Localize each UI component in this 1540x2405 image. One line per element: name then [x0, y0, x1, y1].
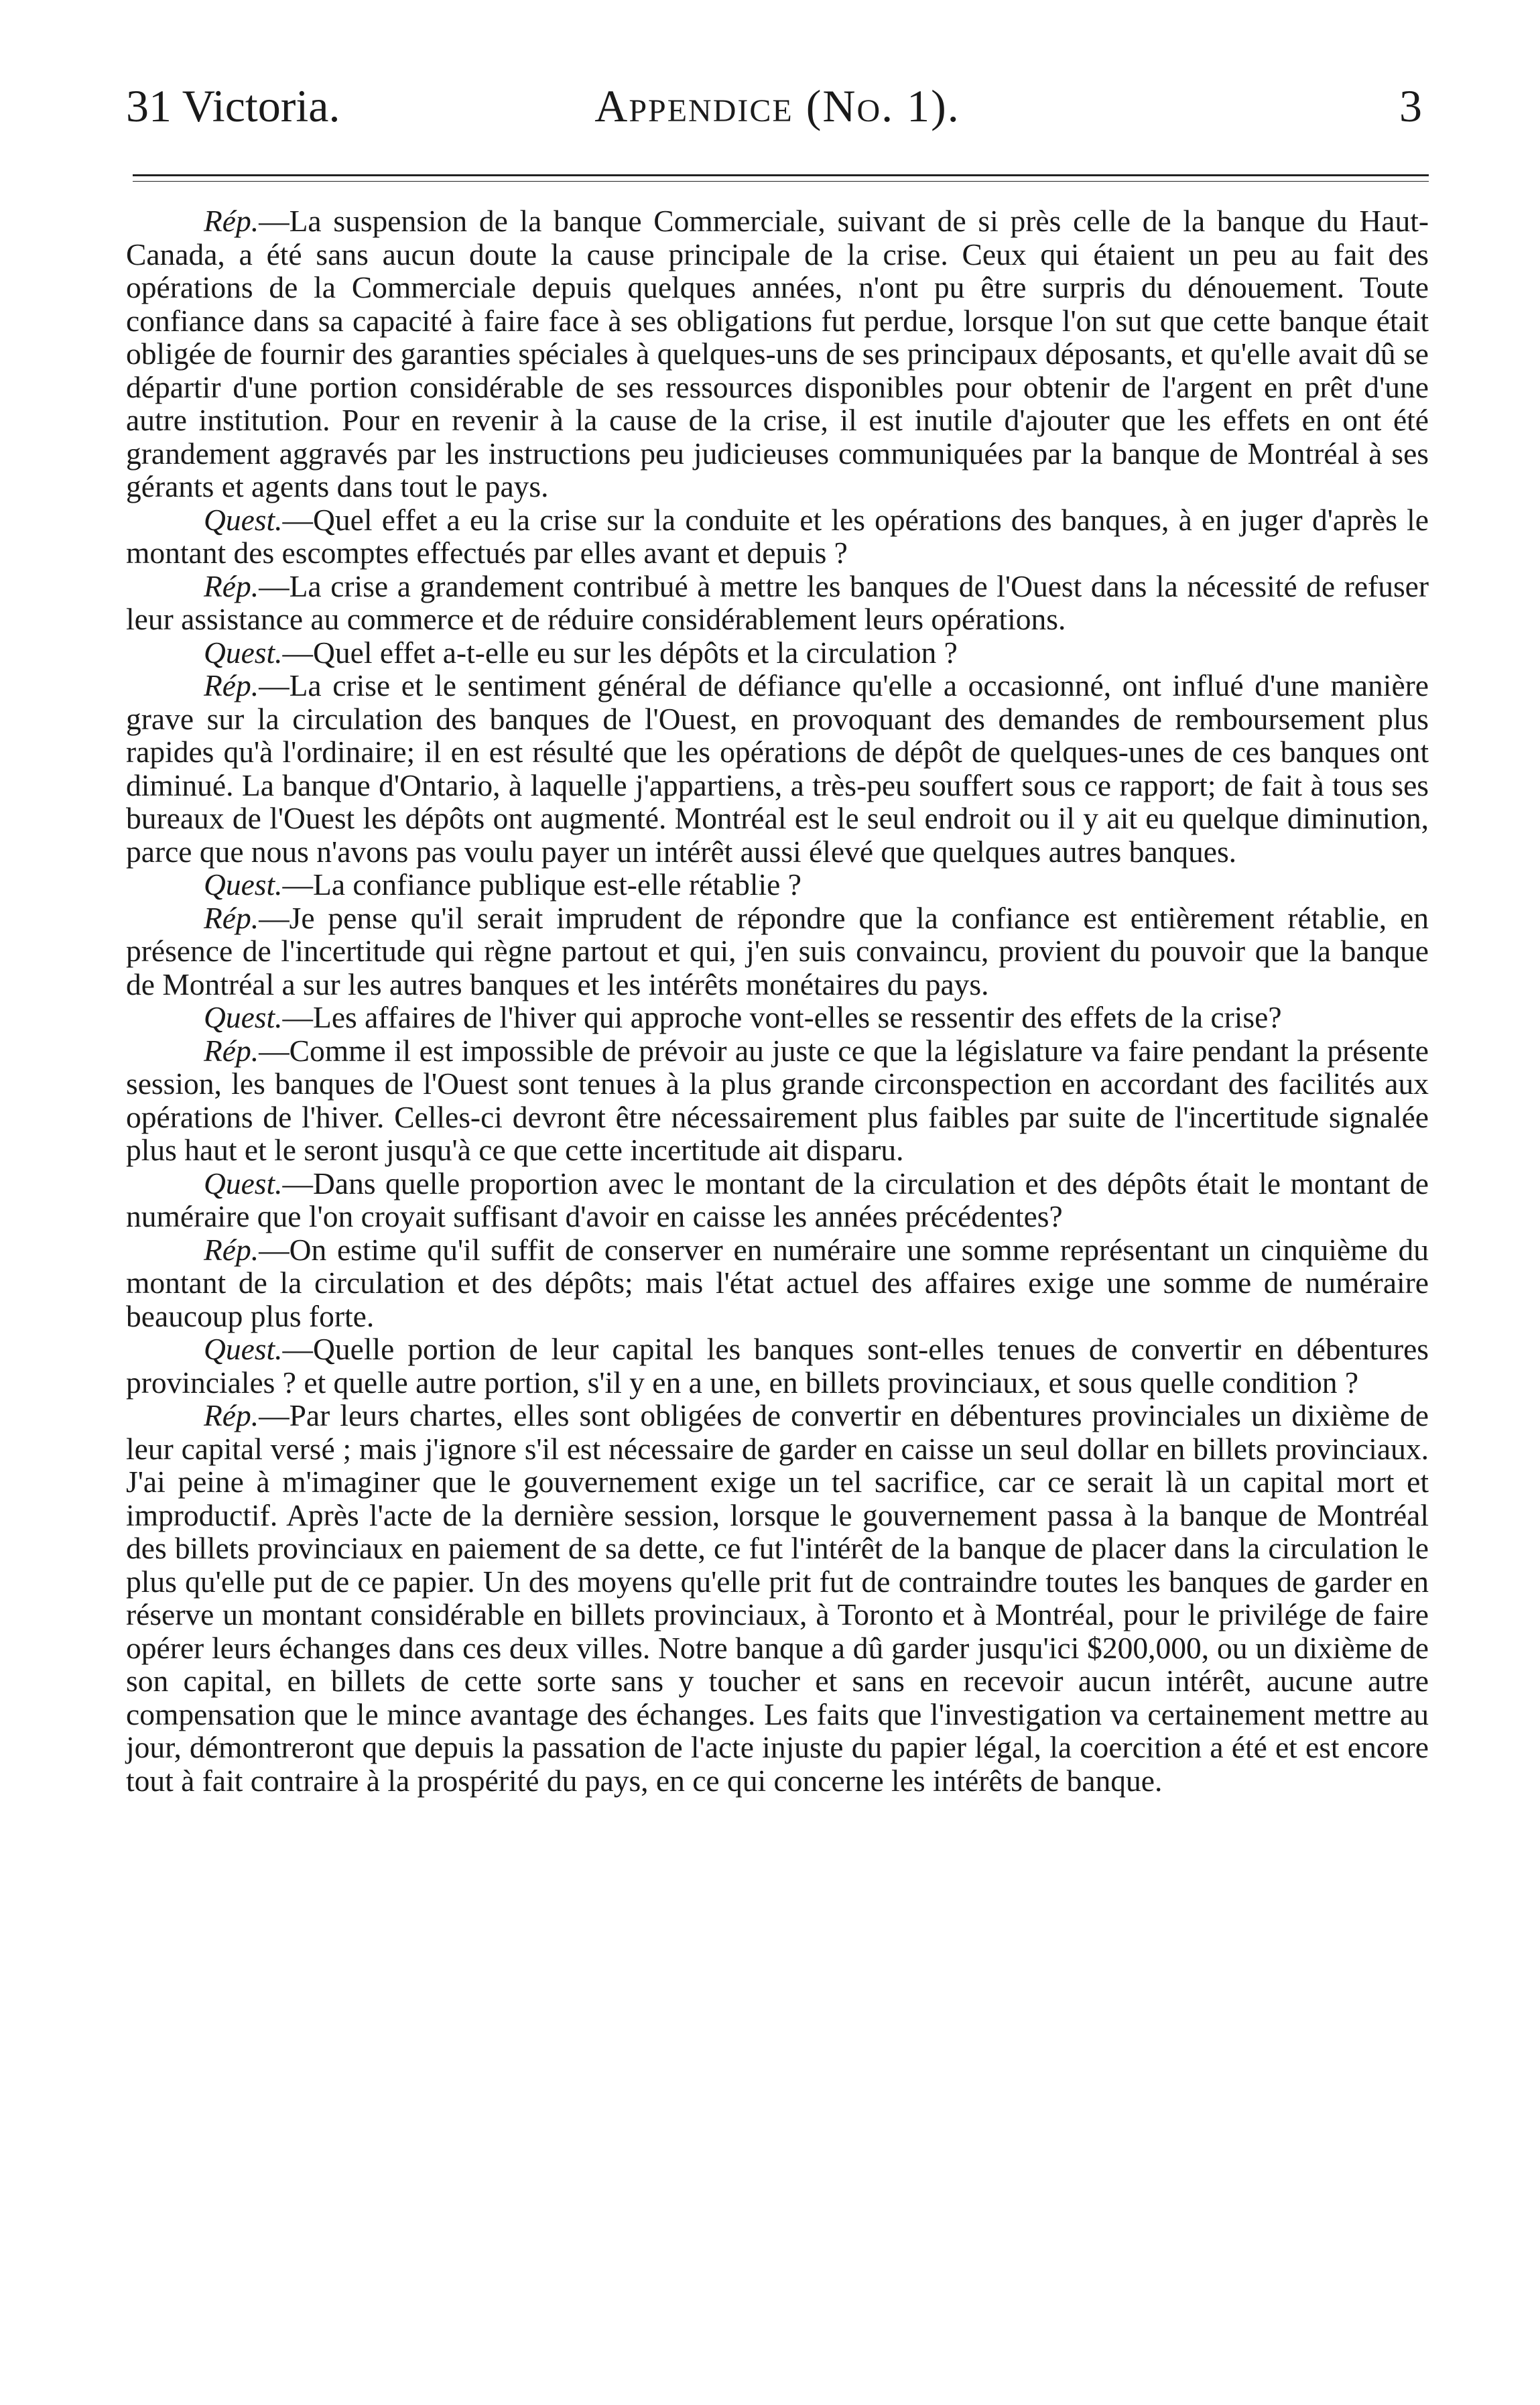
paragraph-reponse — [126, 1399, 1429, 1797]
paragraph-reponse — [126, 570, 1429, 636]
paragraph-question — [126, 1001, 1429, 1034]
question-text: —Quel effet a eu la crise sur la conduite et les opérations des banques, à en juger d'après le montant des escomptes effectués par elles avant et depuis ? — [126, 502, 1429, 570]
question-text: —Dans quelle proportion avec le montant de la circulation et des dépôts était le montant de numéraire que l'on croyait suffisant d'avoir en caisse les années précédentes? — [126, 1166, 1429, 1233]
reponse-text: —La suspension de la banque Commerciale, suivant de si près celle de la banque du Haut-Canada, a été sans aucun doute la cause principale de la crise. Ceux qui étaient un peu au fait des opérations de la Commerciale depuis quelques années, n'ont pu être surpris du dénouement. Toute confiance dans sa capacité à faire face à ses obligations fut perdue, lorsque l'on sut que cette banque était obligée de fournir des garanties spéciales à quelques-uns de ses principaux déposants, et qu'elle avait dû se départir d'une portion considérable de ses ressources disponibles pour obtenir de l'argent en prêt d'une autre institution. Pour en revenir à la cause de la crise, il est inutile d'ajouter que les effets en ont été grandement aggravés par les instructions peu judicieuses communiquées par la banque de Montréal à ses gérants et agents dans tout le pays. — [126, 204, 1429, 503]
paragraph-reponse — [126, 204, 1429, 503]
reponse-label: Rép. — [204, 1398, 259, 1432]
question-text: —Les affaires de l'hiver qui approche vont-elles se ressentir des effets de la crise? — [282, 1000, 1282, 1034]
reponse-label: Rép. — [204, 1232, 259, 1267]
question-text: —La confiance publique est-elle rétablie ? — [282, 867, 801, 902]
question-label: Quest. — [204, 1332, 283, 1366]
paragraph-question — [126, 636, 1429, 670]
paragraph-reponse — [126, 1233, 1429, 1333]
paragraph-question — [126, 868, 1429, 902]
question-label: Quest. — [204, 502, 283, 537]
header-rule-thick — [133, 174, 1429, 176]
reponse-text: —On estime qu'il suffit de conserver en numéraire une somme représentant un cinquième du montant de la circulation et des dépôts; mais l'état actuel des affaires exige une somme de numéraire beaucoup plus forte. — [126, 1232, 1429, 1333]
reponse-text: —Comme il est impossible de prévoir au juste ce que la législature va faire pendant la présente session, les banques de l'Ouest sont tenues à la plus grande circonspection en accordant des facilités aux opérations de l'hiver. Celles-ci devront être nécessairement plus faibles par suite de l'incertitude signalée plus haut et le seront jusqu'à ce que cette incertitude ait disparu. — [126, 1033, 1429, 1167]
paragraph-question — [126, 503, 1429, 570]
paragraph-reponse — [126, 669, 1429, 868]
question-text: —Quel effet a-t-elle eu sur les dépôts et la circulation ? — [282, 635, 958, 670]
reponse-label: Rép. — [204, 204, 259, 238]
reponse-label: Rép. — [204, 1033, 259, 1068]
header-volume: 31 Victoria. — [126, 80, 340, 131]
body-text — [126, 204, 1429, 1797]
reponse-text: —Je pense qu'il serait imprudent de répondre que la confiance est entièrement rétablie, en présence de l'incertitude qui règne partout et qui, j'en suis convaincu, provient du pouvoir que la banque de Montréal a sur les autres banques et les intérêts monétaires du pays. — [126, 900, 1429, 1001]
paragraph-question — [126, 1167, 1429, 1233]
question-label: Quest. — [204, 1166, 283, 1200]
question-label: Quest. — [204, 635, 283, 670]
reponse-label: Rép. — [204, 900, 259, 935]
reponse-label: Rép. — [204, 568, 259, 603]
question-label: Quest. — [204, 867, 283, 902]
header-title: Appendice (No. 1). — [594, 80, 960, 131]
reponse-text: —La crise a grandement contribué à mettre les banques de l'Ouest dans la nécessité de refuser leur assistance au commerce et de réduire considérablement leurs opérations. — [126, 568, 1429, 636]
paragraph-question — [126, 1333, 1429, 1399]
reponse-text: —Par leurs chartes, elles sont obligées de convertir en débentures provinciales un dixième de leur capital versé ; mais j'ignore s'il est nécessaire de garder en caisse un seul dollar en billets provinciaux. J'ai peine à m'imaginer que le gouvernement exige un tel sacrifice, car ce serait là un capital mort et improductif. Après l'acte de la dernière session, lorsque le gouvernement passa à la banque de Montréal des billets provinciaux en paiement de sa dette, ce fut l'intérêt de la banque de placer dans la circulation le plus qu'elle put de ce papier. Un des moyens qu'elle prit fut de contraindre toutes les banques de garder en réserve un montant considérable en billets provinciaux, à Toronto et à Montréal, pour le privilége de faire opérer leurs échanges dans ces deux villes. Notre banque a dû garder jusqu'ici $200,000, ou un dixième de son capital, en billets de cette sorte sans y toucher et sans en recevoir aucun intérêt, aucune autre compensation que le mince avantage des échanges. Les faits que l'investigation va certainement mettre au jour, démontreront que depuis la passation de l'acte injuste du papier légal, la coercition a été et est encore tout à fait contraire à la prospérité du pays, en ce qui concerne les intérêts de banque. — [126, 1398, 1429, 1798]
question-label: Quest. — [204, 1000, 283, 1034]
reponse-text: —La crise et le sentiment général de défiance qu'elle a occasionné, ont influé d'une manière grave sur la circulation des banques de l'Ouest, en provoquant des demandes de remboursement plus rapides qu'à l'ordinaire; il en est résulté que les opérations de dépôt de quelques-unes de ces banques ont diminué. La banque d'Ontario, à laquelle j'appartiens, a très-peu souffert sous ce rapport; de fait à tous ses bureaux de l'Ouest les dépôts ont augmenté. Montréal est le seul endroit ou il y ait eu quelque diminution, parce que nous n'avons pas voulu payer un intérêt aussi élevé que quelques autres banques. — [126, 668, 1429, 869]
paragraph-reponse — [126, 902, 1429, 1001]
question-text: —Quelle portion de leur capital les banques sont-elles tenues de convertir en débentures provinciales ? et quelle autre portion, s'il y en a une, en billets provinciaux, et sous quelle condition ? — [126, 1332, 1429, 1400]
header-rule-thin — [133, 181, 1429, 182]
reponse-label: Rép. — [204, 668, 259, 702]
paragraph-reponse — [126, 1034, 1429, 1167]
page-number: 3 — [1399, 80, 1422, 131]
running-header — [126, 72, 1429, 139]
